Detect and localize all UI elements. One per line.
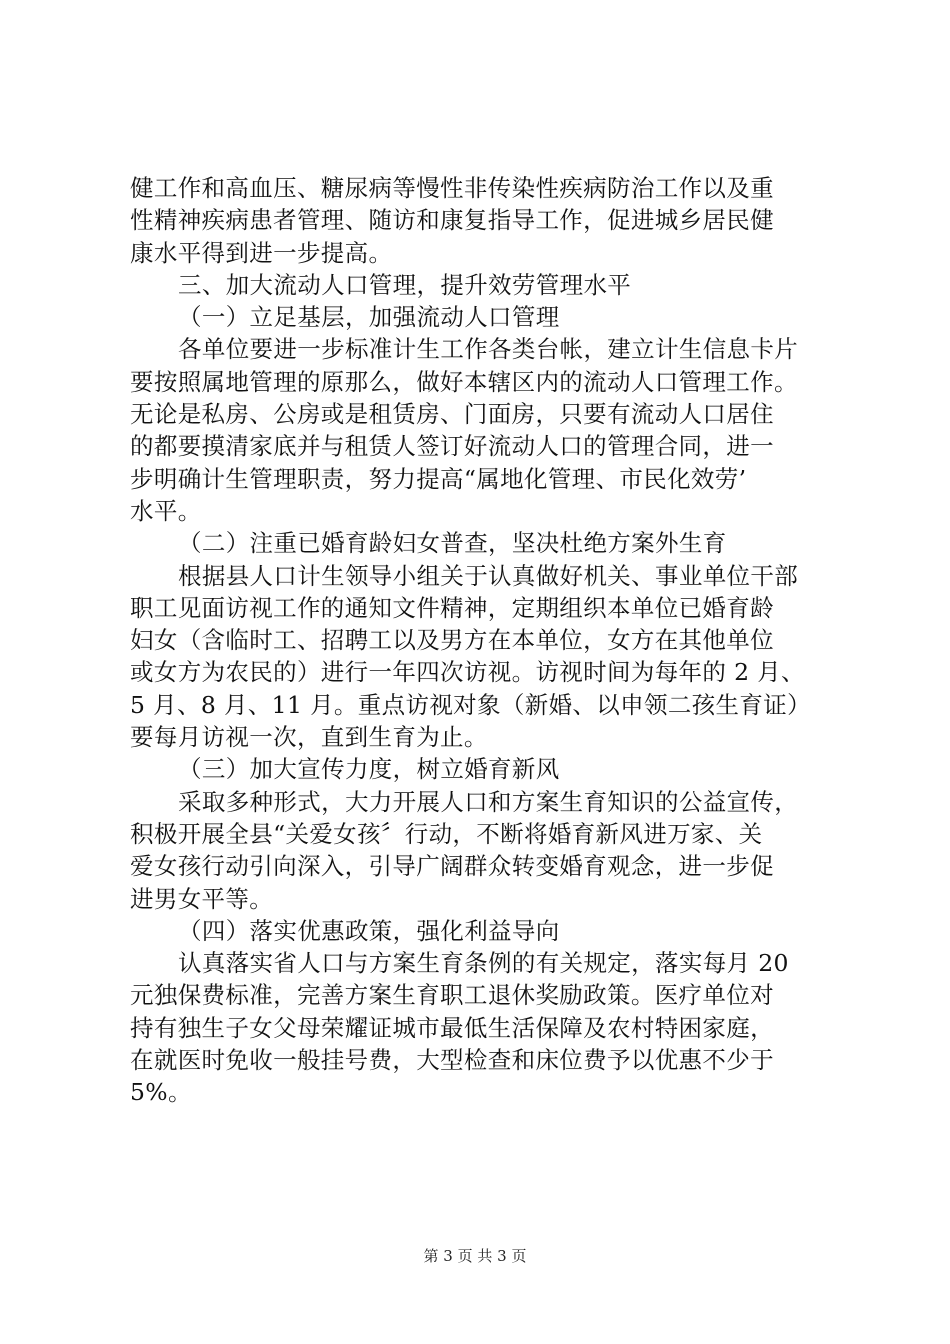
body-line: 性精神疾病患者管理、随访和康复指导工作，促进城乡居民健 <box>130 206 774 235</box>
body-line: 进男女平等。 <box>130 884 274 913</box>
body-line: 5 月、8 月、11 月。重点访视对象（新婚、以申领二孩生育证） <box>130 690 811 719</box>
body-line: 或女方为农民的）进行一年四次访视。访视时间为每年的 2 月、 <box>130 658 805 687</box>
body-line: 根据县人口计生领导小组关于认真做好机关、事业单位干部 <box>178 561 799 590</box>
body-line: 元独保费标准，完善方案生育职工退休奖励政策。医疗单位对 <box>130 981 774 1010</box>
body-line: 水平。 <box>130 496 202 525</box>
body-line: 步明确计生管理职责，努力提高“属地化管理、市民化效劳’ <box>130 464 747 493</box>
body-line: 积极开展全县“关爱女孩〞行动，不断将婚育新风进万家、关 <box>130 819 763 848</box>
body-line: 采取多种形式，大力开展人口和方案生育知识的公益宣传， <box>178 787 799 816</box>
body-line: 健工作和高血压、糖尿病等慢性非传染性疾病防治工作以及重 <box>130 174 774 202</box>
page-footer <box>0 1246 950 1266</box>
body-line: 各单位要进一步标准计生工作各类台帐，建立计生信息卡片 <box>178 335 799 364</box>
document-body <box>130 172 830 1109</box>
body-line: 康水平得到进一步提高。 <box>130 238 393 267</box>
body-line: 无论是私房、公房或是租赁房、门面房，只要有流动人口居住 <box>130 400 774 429</box>
body-line: 爱女孩行动引向深入，引导广阔群众转变婚育观念，进一步促 <box>130 852 774 881</box>
subsection-heading: （一）立足基层，加强流动人口管理 <box>178 303 560 332</box>
subsection-heading: （四）落实优惠政策，强化利益导向 <box>178 916 560 945</box>
body-line: 要每月访视一次，直到生育为止。 <box>130 723 488 752</box>
body-line: 5%。 <box>130 1078 192 1107</box>
body-line: 要按照属地管理的原那么，做好本辖区内的流动人口管理工作。 <box>130 367 798 396</box>
subsection-heading: （二）注重已婚育龄妇女普查，坚决杜绝方案外生育 <box>178 529 727 558</box>
body-line: 职工见面访视工作的通知文件精神，定期组织本单位已婚育龄 <box>130 593 774 622</box>
page-number-label: 第 3 页 共 3 页 <box>423 1247 527 1265</box>
body-line: 妇女（含临时工、招聘工以及男方在本单位，女方在其他单位 <box>130 626 774 655</box>
body-line: 持有独生子女父母荣耀证城市最低生活保障及农村特困家庭， <box>130 1013 774 1042</box>
body-line: 在就医时免收一般挂号费，大型检查和床位费予以优惠不少于 <box>130 1046 774 1075</box>
section-heading: 三、加大流动人口管理，提升效劳管理水平 <box>178 270 632 299</box>
body-line: 认真落实省人口与方案生育条例的有关规定，落实每月 20 <box>178 949 789 978</box>
body-line: 的都要摸清家底并与租赁人签订好流动人口的管理合同，进一 <box>130 432 774 461</box>
subsection-heading: （三）加大宣传力度，树立婚育新风 <box>178 755 560 784</box>
